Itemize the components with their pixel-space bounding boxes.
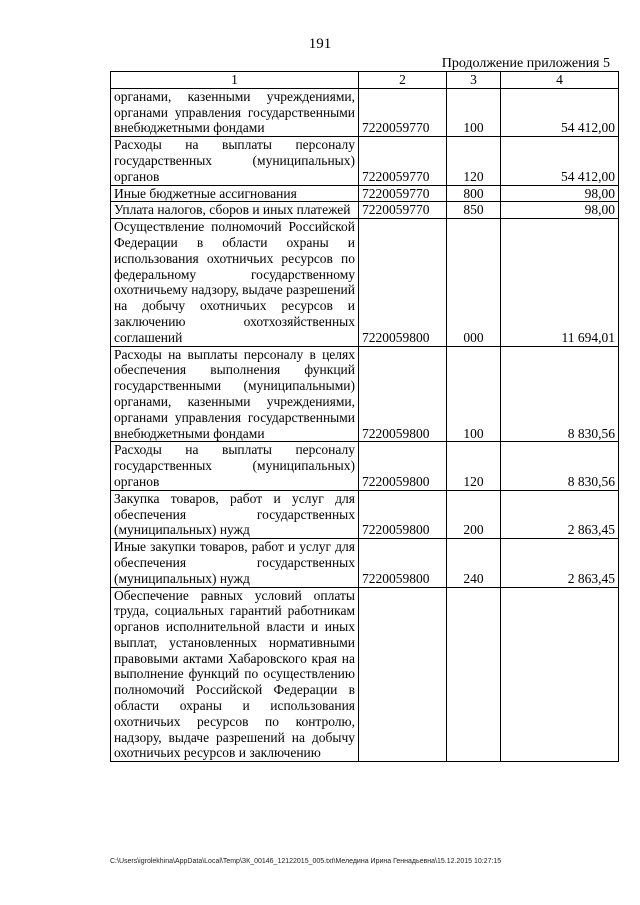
document-path-footer: C:\Users\igrolekhina\AppData\Local\Temp\ЗК_00146_12122015_005.txt\Меледина Ирина Геннадьевна\15.12.2015 10:27:15 xyxy=(110,858,502,865)
row-target-code: 7220059800 xyxy=(359,346,447,442)
row-expense-type xyxy=(447,587,501,762)
row-amount xyxy=(501,587,619,762)
row-expense-type: 100 xyxy=(447,346,501,442)
header-col-3: 3 xyxy=(447,72,501,89)
row-expense-type: 240 xyxy=(447,539,501,587)
row-target-code: 7220059770 xyxy=(359,202,447,219)
row-target-code xyxy=(359,587,447,762)
row-description: Расходы на выплаты персоналу государственных (муниципальных) органов xyxy=(111,137,359,185)
row-amount: 11 694,01 xyxy=(501,219,619,346)
continuation-label: Продолжение приложения 5 xyxy=(441,56,610,71)
row-expense-type: 850 xyxy=(447,202,501,219)
row-amount: 54 412,00 xyxy=(501,137,619,185)
table-row xyxy=(111,137,619,185)
row-amount: 54 412,00 xyxy=(501,88,619,136)
row-amount: 2 863,45 xyxy=(501,539,619,587)
row-expense-type: 000 xyxy=(447,219,501,346)
table-row xyxy=(111,185,619,202)
row-expense-type: 120 xyxy=(447,442,501,490)
header-col-1: 1 xyxy=(111,72,359,89)
table-row xyxy=(111,442,619,490)
row-amount: 98,00 xyxy=(501,202,619,219)
row-target-code: 7220059800 xyxy=(359,490,447,538)
row-target-code: 7220059770 xyxy=(359,185,447,202)
table-row xyxy=(111,490,619,538)
row-description: Осуществление полномочий Российской Федерации в области охраны и использования охотничьих ресурсов по федеральному государственному охотничьему надзору, выдаче разрешений на добычу охотничьих ресурсов и заключению охотхозяйственных соглашений xyxy=(111,219,359,346)
row-target-code: 7220059800 xyxy=(359,442,447,490)
page-number: 191 xyxy=(308,36,332,52)
row-amount: 2 863,45 xyxy=(501,490,619,538)
row-description: органами, казенными учреждениями, органами управления государственными внебюджетными фондами xyxy=(111,88,359,136)
table-row xyxy=(111,346,619,442)
row-description: Расходы на выплаты персоналу в целях обеспечения выполнения функций государственными (муниципальными) органами, казенными учреждениями, органами управления государственными внебюджетными фондами xyxy=(111,346,359,442)
row-target-code: 7220059800 xyxy=(359,219,447,346)
row-target-code: 7220059800 xyxy=(359,539,447,587)
row-description: Иные закупки товаров, работ и услуг для обеспечения государственных (муниципальных) нужд xyxy=(111,539,359,587)
row-expense-type: 100 xyxy=(447,88,501,136)
table-row xyxy=(111,587,619,762)
row-expense-type: 800 xyxy=(447,185,501,202)
row-expense-type: 120 xyxy=(447,137,501,185)
row-target-code: 7220059770 xyxy=(359,137,447,185)
table-row xyxy=(111,88,619,136)
row-description: Обеспечение равных условий оплаты труда, социальных гарантий работникам органов исполнительной власти и иных выплат, установленных нормативными правовыми актами Хабаровского края на выполнение функций по осуществлению полномочий Российской Федерации в области охраны и использования охотничьих ресурсов по контролю, надзору, выдаче разрешений на добычу охотничьих ресурсов и заключению xyxy=(111,587,359,762)
row-expense-type: 200 xyxy=(447,490,501,538)
header-col-2: 2 xyxy=(359,72,447,89)
row-target-code: 7220059770 xyxy=(359,88,447,136)
header-col-4: 4 xyxy=(501,72,619,89)
table-row xyxy=(111,219,619,346)
row-amount: 8 830,56 xyxy=(501,346,619,442)
header-row xyxy=(111,72,619,89)
row-description: Уплата налогов, сборов и иных платежей xyxy=(111,202,359,219)
row-description: Иные бюджетные ассигнования xyxy=(111,185,359,202)
budget-table xyxy=(110,71,619,762)
row-amount: 8 830,56 xyxy=(501,442,619,490)
row-description: Закупка товаров, работ и услуг для обеспечения государственных (муниципальных) нужд xyxy=(111,490,359,538)
row-amount: 98,00 xyxy=(501,185,619,202)
table-row xyxy=(111,539,619,587)
table-row xyxy=(111,202,619,219)
row-description: Расходы на выплаты персоналу государственных (муниципальных) органов xyxy=(111,442,359,490)
